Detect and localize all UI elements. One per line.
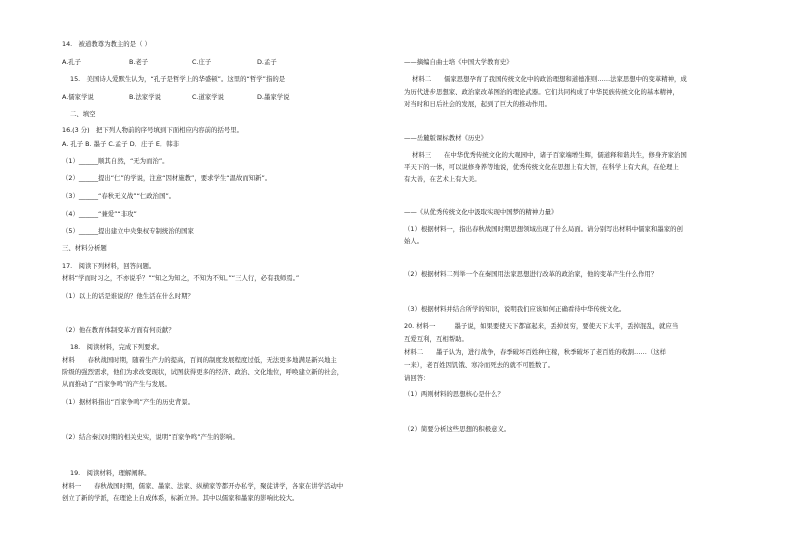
q20-material-line: 20. 材料一 墨子说，如果要使天下都富起来，丢掉贫穷，要使天下太平，丢掉混乱，就应当 — [404, 322, 679, 330]
q16-item: （5）______提出建立中央集权专制统治的国家 — [62, 227, 194, 235]
q18-question-2: （2）结合秦汉时期的相关史实，说明“百家争鸣”产生的影响。 — [62, 433, 239, 441]
q19-question-3: （3）根据材料并结合所学的知识，说明我们应该如何正确看待中华传统文化。 — [404, 305, 626, 313]
q19-stem: 19. 阅读材料，理解阐释。 — [70, 469, 151, 477]
q20-material-line: 互爱互利，互相帮助。 — [404, 335, 468, 343]
section-3-heading: 三、材料分析题 — [62, 244, 107, 252]
q14-option-d: D.孟子 — [257, 58, 277, 66]
q15-option-b: B.法家学说 — [129, 93, 161, 101]
section-2-heading: 二、填空 — [70, 110, 96, 118]
q16-item: （2）______提出“仁”的学说，注意“因材施教”，要求学生“温故而知新”。 — [62, 174, 272, 182]
q14-stem: 14. 被道教尊为教主的是（ ） — [62, 40, 151, 48]
q17-material: 材料“学而时习之，不亦说乎？”“知之为知之，不知为不知。”“三人行，必有我师焉。” — [62, 274, 300, 282]
q19-question-2: （2）根据材料二列举一个在秦国用法家思想进行改革的政治家，他的变革产生什么作用？ — [404, 270, 658, 278]
q20-material-line: 一来），老百姓因饥饿、寒冷而死去的就不可胜数了。 — [404, 361, 555, 369]
q18-material-line: 阶级的强烈需求，他们为求改变现状，试图获得更多的经济、政治、文化地位，呼唤建立新的社会， — [62, 368, 344, 376]
q16-stem: 16.(3 分) 把下列人物前的序号填到下面相应内容前的括号里。 — [62, 126, 244, 134]
q19-material-line: 材料一 春秋战国时期，儒家、墨家、法家、纵横家等都开办私学，聚徒讲学，各家在讲学活动中 — [62, 482, 344, 490]
q15-option-d: D.墨家学说 — [257, 93, 290, 101]
q15-option-a: A.儒家学说 — [62, 93, 94, 101]
q20-material-line: 材料二 墨子认为，进行战争，春季破坏百姓种庄稼，秋季破坏了老百姓的收割……（这样 — [404, 348, 667, 356]
q20-question-2: （2）简要分析这些思想的积极意义。 — [404, 425, 511, 433]
q20-prompt: 请回答： — [404, 374, 430, 382]
q17-stem: 17. 阅读下列材料，回答问题。 — [62, 262, 156, 270]
q17-question-1: （1）以上的话是谁说的？他生活在什么时期？ — [62, 292, 194, 300]
q16-item: （4）______“兼爱”“非攻” — [62, 210, 137, 218]
q14-option-a: A.孔子 — [62, 58, 82, 66]
q14-option-c: C.庄子 — [192, 58, 212, 66]
material-3-line: 材料三 在中华优秀传统文化的大观园中，诸子百家端增生辉，儒道释和谐共生，修身齐家治国 — [412, 151, 687, 159]
material-2-line: 为历代进步思想家、政治家改革图治的理论武器。它们共同构成了中华民族传统文化的基本精神， — [404, 88, 679, 96]
q17-question-2: （2）他在教育体制变革方面有何贡献？ — [62, 326, 175, 334]
q20-question-1: （1）两则材料的思想核心是什么？ — [404, 390, 504, 398]
q19-question-1: （1）根据材料一，指出春秋战国时期思想领域出现了什么局面。请分别写出材料中儒家和墨家的创 — [404, 225, 683, 233]
material-2-line: 对当时和日后社会的发展，起到了巨大的推动作用。 — [404, 100, 551, 108]
material-3-line: 有大善，在艺术上有大美。 — [404, 175, 481, 183]
source-citation: ——摘编自曲士培《中国大学教育史》 — [404, 58, 513, 66]
q16-item: （1）______顺其自然，“无为而治”。 — [62, 157, 169, 165]
q19-material-line: 创立了新的学派，在理论上自成体系，标新立异。其中以儒家和墨家的影响比较大。 — [62, 494, 299, 502]
material-3-line: 平天下的一体，可以说修身养等地说，优秀传统文化在思想上有大智，在科学上有大真，在伦理上 — [404, 163, 679, 171]
q18-stem: 18. 阅读材料，完成下列要求。 — [70, 343, 164, 351]
q18-material-line: 从而推动了“百家争鸣”的产生与发展。 — [62, 380, 171, 388]
q18-material-line: 材料 春秋战国时期，随着生产力的提高，百间的制度发展程度过低，无法更多地满足新兴地主 — [62, 356, 337, 364]
source-citation: ——岳麓版课标教材《历史》 — [404, 134, 488, 142]
q19-question-1-cont: 始人。 — [404, 237, 424, 245]
q15-option-c: C.道家学说 — [192, 93, 225, 101]
source-citation: ——《从优秀传统文化中汲取实现中国梦的精神力量》 — [404, 208, 558, 216]
q15-stem: 15. 美国诗人爱默生认为，“孔子是哲学上的华盛顿”。这里的“哲学”指的是 — [70, 75, 286, 83]
q18-question-1: （1）据材料指出“百家争鸣”产生的历史背景。 — [62, 398, 195, 406]
material-2-line: 材料二 儒家思想孕育了我国传统文化中的政治理想和道德准则……法家思想中的变革精神，成 — [412, 75, 687, 83]
q16-item: （3）______“春秋无义战”“仁政治国”。 — [62, 192, 176, 200]
q16-people: A. 孔子 B. 墨子 C.孟子 D．庄子 E．韩非 — [62, 140, 180, 148]
q14-option-b: B.老子 — [129, 58, 149, 66]
